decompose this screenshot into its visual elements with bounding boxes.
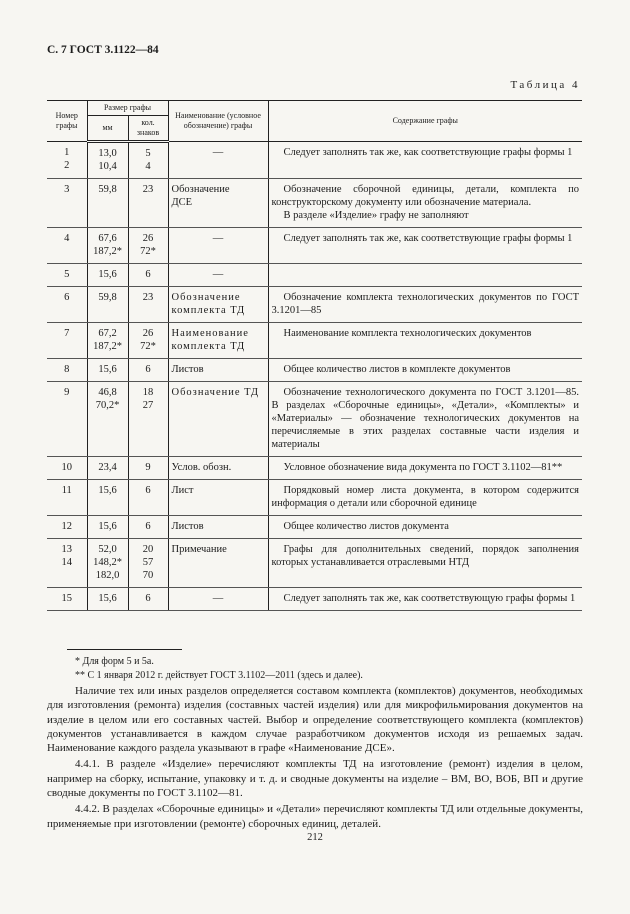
cell-content-text: Следует заполнять так же, как соответствующую графы формы 1 [283,593,576,604]
cell-number-text: 13 [61,544,72,555]
cell-size-chars [128,382,168,457]
cell-size-mm [87,480,128,516]
cell-name-text: — [212,147,224,158]
cell-size-chars-text: 70 [142,570,154,581]
table-row [47,228,582,264]
cell-content [268,457,582,480]
cell-name-text: — [212,593,224,604]
cell-size-chars [128,264,168,287]
cell-content-text: Порядковый номер листа документа, в котором содержится информация о детали или сборочной единице [271,485,579,509]
cell-size-chars [128,287,168,323]
cell-size-chars-text: 26 [142,328,154,339]
cell-size-mm [87,588,128,611]
cell-size-chars-text: 6 [145,485,151,496]
cell-content-text: Обозначение сборочной единицы, детали, комплекта по конструкторскому документу или обозначение материала. [271,184,579,208]
spec-table [47,100,582,611]
cell-name-text: Наименование комплекта ТД [171,328,249,352]
cell-size-chars-text: 23 [142,292,154,303]
cell-number-text: 2 [64,160,70,171]
cell-size-chars-text: 72* [140,246,156,257]
cell-number-text: 11 [61,485,72,496]
cell-size-mm-text: 13,0 [98,148,117,159]
cell-number-text: 3 [64,184,70,195]
cell-number-text: 6 [64,292,70,303]
cell-size-mm-text: 182,0 [95,570,120,581]
cell-number [47,539,87,588]
cell-number-text: 9 [64,387,70,398]
cell-name [168,287,268,323]
column-header-chars: кол. знаков [128,116,168,142]
cell-number-text: 7 [64,328,70,339]
cell-name-text: ДСЕ [171,197,193,208]
cell-content [268,359,582,382]
cell-number [47,228,87,264]
cell-size-mm-text: 59,8 [98,184,117,195]
cell-number [47,359,87,382]
paragraph: 4.4.1. В разделе «Изделие» перечисляют комплекты ТД на изготовление (ремонт) изделия в целом, например на сборку, испытание, упаковку и т. д. и сводные документы на изделие – ВМ, ВО, ВОБ, ВП и другие сводные документы по ГОСТ 3.1102—81. [47,758,583,800]
cell-size-chars [128,323,168,359]
cell-name [168,457,268,480]
cell-content [268,539,582,588]
table-row [47,287,582,323]
cell-size-chars-text: 57 [142,557,154,568]
cell-size-mm [87,516,128,539]
cell-size-chars [128,516,168,539]
cell-name-text: Обозначение [171,184,230,195]
cell-size-mm [87,179,128,228]
table-row [47,480,582,516]
paragraph: 4.4.2. В разделах «Сборочные единицы» и «Детали» перечисляют комплекты ТД или отдельные документы, применяемые при изготовлении (ремонте) сборочных единиц, деталей. [47,803,583,830]
table-row [47,457,582,480]
cell-size-mm [87,264,128,287]
cell-content-text: Общее количество листов документа [283,521,449,532]
cell-content [268,588,582,611]
cell-size-mm-text: 187,2* [93,246,122,257]
cell-size-chars [128,588,168,611]
cell-number [47,588,87,611]
cell-number-text: 12 [61,521,72,532]
cell-content [268,287,582,323]
table-body [47,142,582,611]
cell-content-text: Условное обозначение вида документа по ГОСТ 3.1102—81** [283,462,563,473]
cell-name [168,359,268,382]
cell-name-text: Примечание [171,544,227,555]
table-row [47,264,582,287]
cell-number [47,142,87,179]
cell-size-chars [128,142,168,179]
cell-size-chars [128,359,168,382]
cell-name [168,382,268,457]
cell-name-text: — [212,269,224,280]
cell-name-text: Листов [171,364,204,375]
table-caption: Таблица 4 [510,79,580,91]
cell-content-text: Графы для дополнительных сведений, порядок заполнения которых устанавливается отраслевыми НТД [271,544,579,568]
cell-size-mm [87,382,128,457]
cell-name-text: Услов. обозн. [171,462,232,473]
cell-size-chars [128,457,168,480]
cell-size-mm [87,457,128,480]
cell-size-mm-text: 148,2* [93,557,122,568]
cell-size-mm-text: 67,6 [98,233,117,244]
cell-size-chars [128,228,168,264]
table-row [47,588,582,611]
table-row [47,382,582,457]
cell-number [47,179,87,228]
cell-size-chars-text: 5 [145,148,151,159]
footnote: * Для форм 5 и 5а. [75,656,154,667]
cell-size-mm-text: 52,0 [98,544,117,555]
cell-content-text: В разделе «Изделие» графу не заполняют [283,210,469,221]
footnotes [75,655,363,683]
table-row [47,142,582,179]
cell-size-chars [128,539,168,588]
table-row [47,359,582,382]
cell-size-mm [87,228,128,264]
cell-name [168,588,268,611]
cell-size-chars-text: 23 [142,184,154,195]
column-header-content: Содержание графы [268,101,582,142]
cell-content [268,228,582,264]
cell-name-text: Обозначение комплекта ТД [171,292,246,316]
cell-size-chars [128,179,168,228]
cell-size-mm-text: 23,4 [98,462,117,473]
cell-number [47,457,87,480]
cell-size-mm-text: 15,6 [98,364,117,375]
column-header-number: Номер графы [47,101,87,142]
cell-name [168,323,268,359]
cell-size-chars-text: 6 [145,521,151,532]
cell-size-mm [87,539,128,588]
column-header-name: Наименование (условное обозначение) графы [168,101,268,142]
cell-content [268,480,582,516]
cell-content [268,179,582,228]
cell-size-chars-text: 6 [145,269,151,280]
cell-size-mm-text: 15,6 [98,269,117,280]
cell-number-text: 10 [61,462,72,473]
cell-content-text: Обозначение комплекта технологических документов по ГОСТ 3.1201—85 [271,292,579,316]
cell-name [168,264,268,287]
cell-content-text: Общее количество листов в комплекте документов [283,364,511,375]
cell-size-chars-text: 9 [145,462,151,473]
table-row [47,539,582,588]
cell-content [268,382,582,457]
cell-number-text: 4 [64,233,70,244]
cell-size-chars-text: 6 [145,364,151,375]
cell-size-chars-text: 20 [142,544,154,555]
paragraph: Наличие тех или иных разделов определяется составом комплекта (комплектов) документов, необходимых для изготовления (ремонта) изделия (составных частей изделия) или для микрофильмирования документов на изделие в целом или его составных частей. Выбор и определение соответствующего комплекта (комплектов) документов устанавливается в каждом случае разработчиком документов исходя из решаемых задач. Наименование каждого раздела указывают в графе «Наименование ДСЕ». [47,685,583,755]
cell-size-mm-text: 15,6 [98,593,117,604]
cell-size-mm-text: 10,4 [98,161,117,172]
cell-size-chars [128,480,168,516]
cell-size-chars-text: 6 [145,593,151,604]
cell-number-text: 1 [64,147,70,158]
body-text [47,684,583,831]
page-header: С. 7 ГОСТ 3.1122—84 [47,44,159,56]
cell-size-chars-text: 26 [142,233,154,244]
cell-size-mm [87,142,128,179]
column-header-mm: мм [87,116,128,142]
cell-content-text: Следует заполнять так же, как соответствующие графы формы 1 [283,233,573,244]
cell-size-chars-text: 4 [145,161,151,172]
cell-name-text: Обозначение ТД [171,387,260,398]
table-row [47,179,582,228]
cell-number-text: 8 [64,364,70,375]
cell-number [47,480,87,516]
cell-name-text: Листов [171,521,204,532]
cell-size-mm-text: 59,8 [98,292,117,303]
cell-content [268,264,582,287]
cell-name [168,516,268,539]
cell-name [168,142,268,179]
cell-size-chars-text: 72* [140,341,156,352]
cell-size-chars-text: 27 [142,400,154,411]
cell-name [168,480,268,516]
cell-size-mm-text: 15,6 [98,521,117,532]
cell-number [47,264,87,287]
table-row [47,323,582,359]
cell-size-mm [87,323,128,359]
cell-number [47,516,87,539]
cell-name-text: Лист [171,485,194,496]
footnote-divider [67,649,182,650]
table-row [47,516,582,539]
cell-size-mm [87,287,128,323]
column-header-size: Размер графы [87,101,168,116]
cell-size-mm-text: 187,2* [93,341,122,352]
page-number: 212 [307,832,323,843]
cell-name [168,179,268,228]
cell-size-mm-text: 46,8 [98,387,117,398]
cell-content [268,516,582,539]
cell-name-text: — [212,233,224,244]
cell-number-text: 14 [61,557,72,568]
cell-name [168,539,268,588]
cell-number [47,323,87,359]
cell-size-mm-text: 15,6 [98,485,117,496]
cell-number [47,382,87,457]
cell-content-text: Наименование комплекта технологических документов [283,328,532,339]
cell-number-text: 5 [64,269,70,280]
cell-size-mm-text: 67,2 [98,328,117,339]
cell-size-mm-text: 70,2* [95,400,120,411]
cell-content-text: Следует заполнять так же, как соответствующие графы формы 1 [283,147,573,158]
cell-number [47,287,87,323]
footnote: ** С 1 января 2012 г. действует ГОСТ 3.1102—2011 (здесь и далее). [75,670,363,681]
cell-content-text: Обозначение технологического документа по ГОСТ 3.1201—85. В разделах «Сборочные единицы», «Детали», «Комплекты» и «Материалы» — обозначение технологических документов на перечисляемые в этих разделах составные части изделия и материалы [271,387,579,450]
cell-size-mm [87,359,128,382]
cell-content [268,142,582,179]
cell-number-text: 15 [61,593,72,604]
cell-content [268,323,582,359]
cell-name [168,228,268,264]
cell-size-chars-text: 18 [142,387,154,398]
